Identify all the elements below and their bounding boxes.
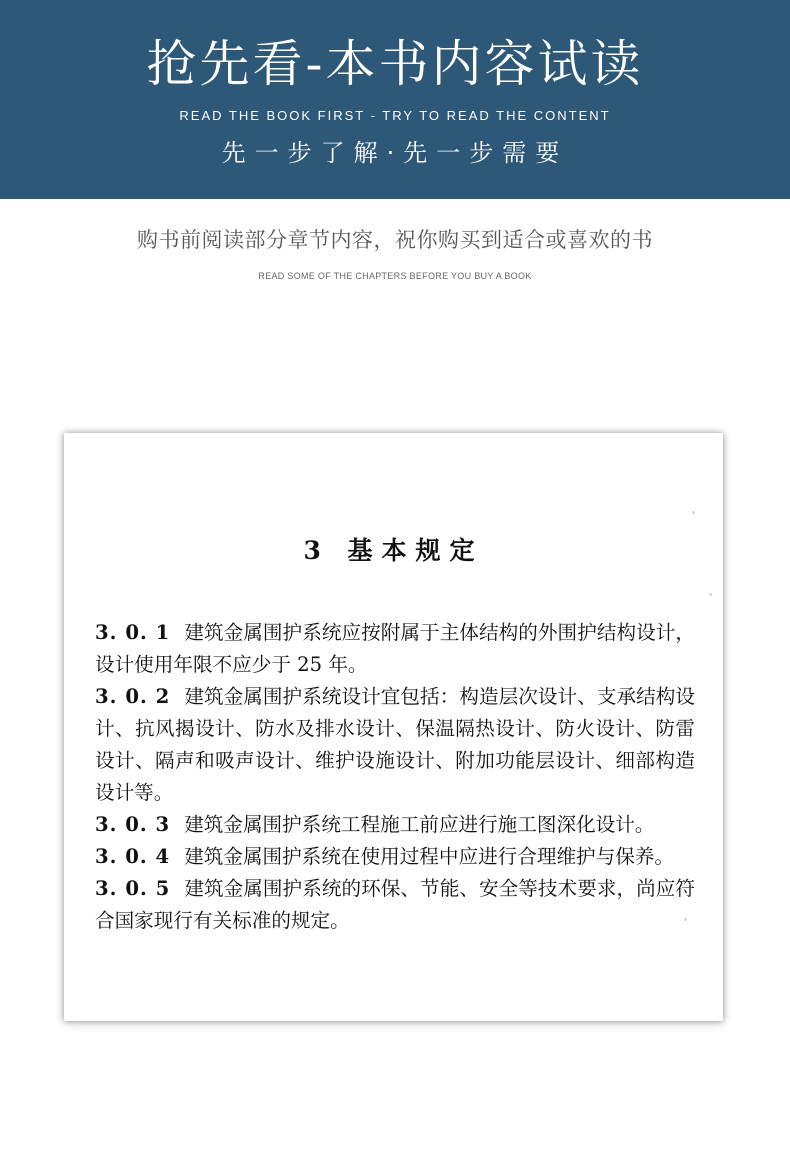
clause-number: 3. 0. 5 [95,877,171,900]
clause-text: 建筑金属围护系统设计宜包括：构造层次设计、支承结构设计、抗风揭设计、防水及排水设计、保温隔热设计、防火设计、防雷设计、隔声和吸声设计、维护设施设计、附加功能层设计、细部构造设计等。 [95,685,696,804]
book-page-preview [64,433,723,1021]
clause-item [95,681,695,809]
clause-item [95,873,695,937]
clause-list [95,617,695,937]
clause-item [95,617,695,681]
banner-slogan: 先一步了解·先一步需要 [221,139,569,167]
clause-item [95,841,695,873]
clause-text: 建筑金属围护系统工程施工前应进行施工图深化设计。 [184,813,655,836]
header-banner [0,0,790,199]
banner-title: 抢先看-本书内容试读 [146,35,644,93]
clause-number: 3. 0. 4 [95,845,171,868]
intro-text-en: READ SOME OF THE CHAPTERS BEFORE YOU BUY A BOOK [258,271,532,281]
clause-number: 3. 0. 2 [95,685,171,708]
clause-text: 建筑金属围护系统应按附属于主体结构的外围护结构设计，设计使用年限不应少于 25 年。 [95,621,696,676]
scan-speck [709,593,712,596]
clause-number: 3. 0. 1 [95,621,171,644]
clause-item [95,809,695,841]
clause-number: 3. 0. 3 [95,813,171,836]
banner-subtitle-en: READ THE BOOK FIRST - TRY TO READ THE CONTENT [179,108,611,123]
scan-speck [692,511,695,514]
clause-text: 建筑金属围护系统在使用过程中应进行合理维护与保养。 [184,845,675,868]
intro-text-cn: 购书前阅读部分章节内容，祝你购买到适合或喜欢的书 [137,228,653,252]
chapter-title: 3 基本规定 [303,536,484,565]
clause-text: 建筑金属围护系统的环保、节能、安全等技术要求，尚应符合国家现行有关标准的规定。 [95,877,696,932]
